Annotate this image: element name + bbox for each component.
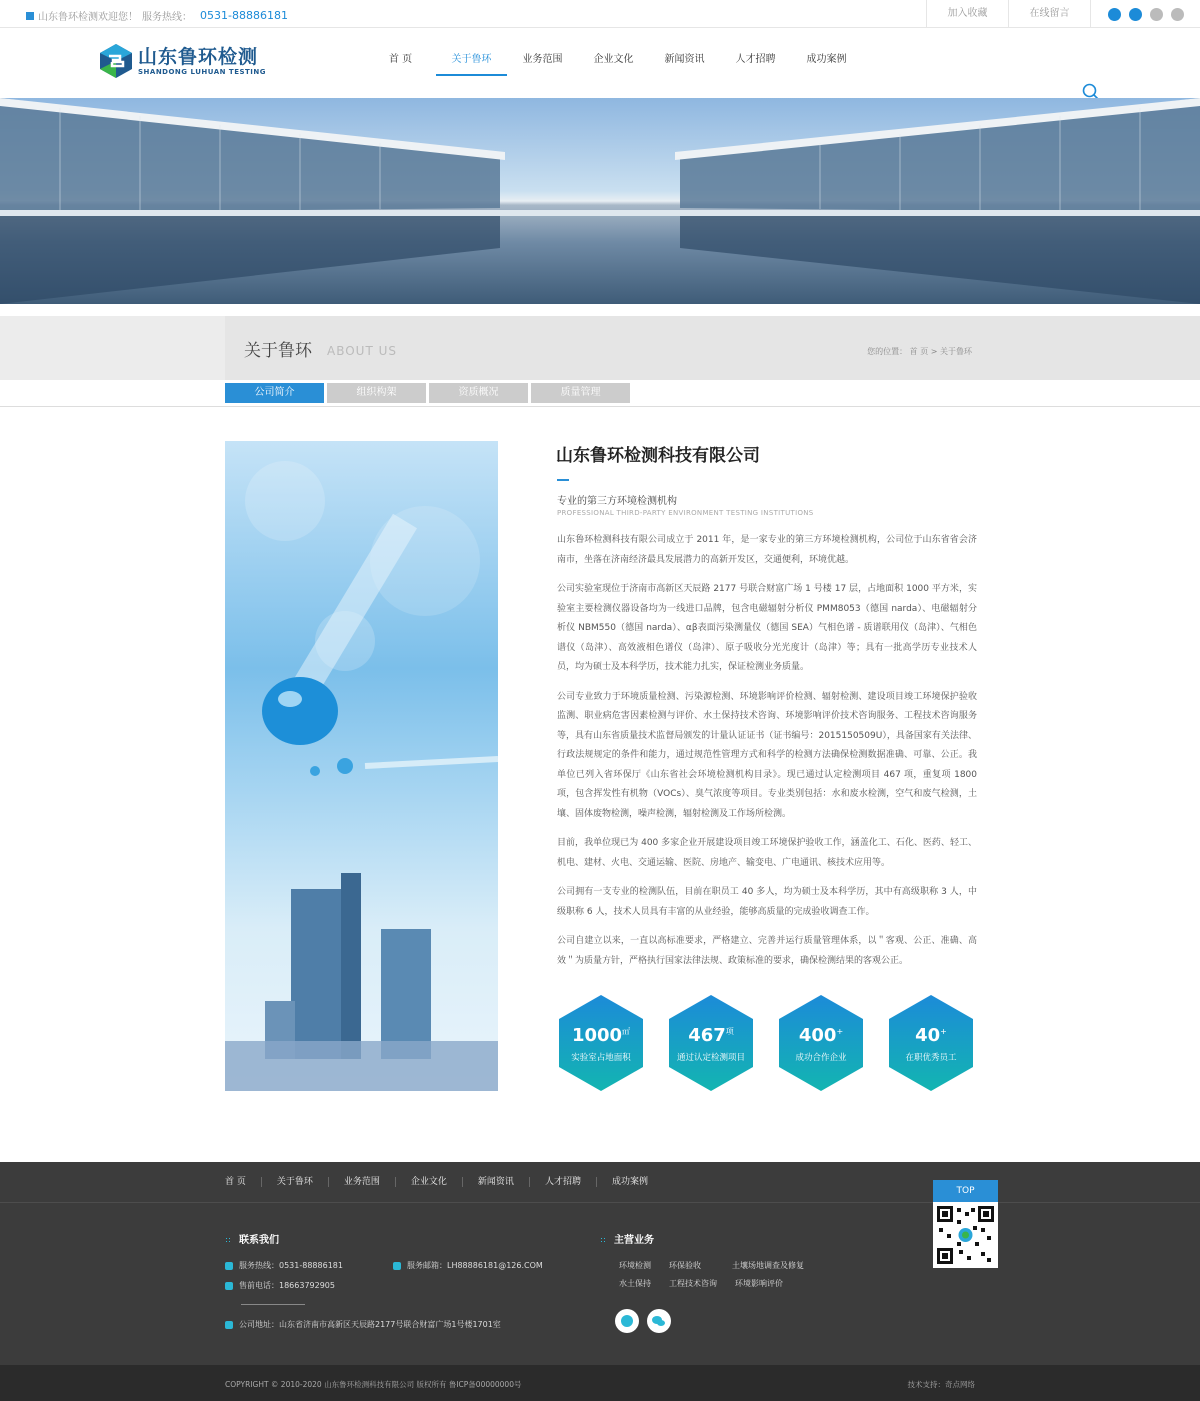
nav-business[interactable]: 业务范围 [522,54,563,65]
business-item[interactable]: 环境检测 [619,1261,651,1270]
logo-subtitle: SHANDONG LUHUAN TESTING [138,67,266,76]
qq-icon[interactable] [615,1309,639,1333]
business-item[interactable]: 环境影响评价 [735,1279,783,1288]
mobile-icon[interactable] [1171,8,1184,21]
hotline-number: 0531-88886181 [200,9,288,22]
welcome-text: 山东鲁环检测欢迎您！ [38,12,138,23]
stat-value: 1000 [571,1025,623,1046]
wechat-icon[interactable] [647,1309,671,1333]
business-heading: 主营业务 [600,1231,654,1246]
nav-culture[interactable]: 企业文化 [593,54,634,65]
main-content [0,407,1200,1161]
header [0,28,1200,98]
dots-icon [600,1237,606,1243]
stat-label: 成功合作企业 [795,1053,847,1063]
paragraph: 公司实验室现位于济南市高新区天辰路 2177 号联合财富广场 1 号楼 17 层，占地面积 1000 平方米，实验室主要检测仪器设备均为一线进口品牌，包含电磁辐射分析仪 PMM8053（德国 narda）、电磁辐射分析仪 NBM550（德国 narda）、αβ表面污染测量仪（德国 SEA）气相色谱 - 质谱联用仪（岛津）、气相色谱仪（岛津）、高效液相色谱仪（岛津）、原子吸收分光光度计（岛津）等；具有一批高学历专业技术人员，均为硕士及本科学历，技术能力扎实，保证检测业务质量。 [557,584,977,672]
tab-quality-management[interactable]: 质量管理 [531,383,630,403]
company-title: 山东鲁环检测科技有限公司 [556,446,760,466]
footer-nav-cases[interactable]: 成功案例 [596,1177,663,1187]
footer-nav-culture[interactable]: 企业文化 [395,1177,462,1187]
dots-icon [225,1237,231,1243]
nav-cases[interactable]: 成功案例 [806,54,847,65]
business-item[interactable]: 工程技术咨询 [669,1279,717,1288]
footer-presales: 售前电话：18663792905 [225,1280,335,1291]
paragraph: 公司专业致力于环境质量检测、污染源检测、环境影响评价检测、辐射检测、建设项目竣工环境保护验收监测、职业病危害因素检测与评价、水土保持技术咨询、环境影响评价技术咨询服务、工程技术咨询服务等，具有山东省质量技术监督局颁发的计量认证证书（证书编号：2015150509U），具备国家有关法律、行政法规规定的条件和能力，通过规范性管理方式和科学的检测方法确保检测数据准确、可靠、公正。我单位已列入省环保厅《山东省社会环境检测机构目录》。现已通过认定检测项目 467 项，重复项 1800 项，包含挥发性有机物（VOCs）、臭气浓度等项目。专业类别包括：水和废水检测，空气和废气检测，土壤、固体废物检测，噪声检测，辐射检测及工作场所检测。 [557,691,977,819]
weibo-icon[interactable] [1108,8,1121,21]
wechat-icon[interactable] [1150,8,1163,21]
add-favorite-link[interactable]: 加入收藏 [926,0,1008,28]
stat-unit: + [940,1027,947,1036]
paragraph: 山东鲁环检测科技有限公司成立于 2011 年，是一家专业的第三方环境检测机构，公司位于山东省省会济南市，坐落在济南经济最具发展潜力的高新开发区，交通便利，环境优越。 [557,535,977,565]
stat-value: 467 [688,1025,726,1046]
company-description [557,531,977,981]
mail-icon [393,1262,401,1270]
tab-company-profile[interactable]: 公司简介 [225,383,324,403]
footer-address: 公司地址：山东省济南市高新区天辰路2177号联合财富广场1号楼1701室 [225,1319,501,1330]
logo-mark-icon [98,43,134,79]
main-nav [365,28,862,98]
stat-lab-area [557,993,645,1093]
qr-code-image [933,1202,998,1268]
tech-support-link[interactable]: 技术支持：奇点网络 [907,1380,975,1389]
qq-icon[interactable] [1129,8,1142,21]
hero-banner [0,98,1200,304]
phone-icon [225,1282,233,1290]
page-header [0,316,1200,380]
footer-divider [0,1202,1200,1203]
stat-unit: + [836,1027,844,1036]
footer-nav-jobs[interactable]: 人才招聘 [529,1177,596,1187]
stat-label: 在职优秀员工 [905,1053,957,1063]
banner-architecture-image [0,98,1200,304]
page-title: 关于鲁环 [244,341,312,361]
stat-label: 实验室占地面积 [571,1053,631,1063]
footer-nav-about[interactable]: 关于鲁环 [261,1177,328,1187]
company-subtitle-en: PROFESSIONAL THIRD-PARTY ENVIRONMENT TESTING INSTITUTIONS [557,509,814,517]
logo-title: 山东鲁环检测 [138,45,259,68]
footer-nav-home[interactable]: 首 页 [225,1177,246,1187]
footer-short-divider [241,1304,305,1305]
stat-unit: 项 [725,1027,734,1036]
footer-hotline: 服务热线：0531-88886181 [225,1260,343,1271]
top-bar [0,0,1200,28]
hotline-label: 服务热线： [142,12,192,23]
back-to-top-button[interactable]: TOP [933,1180,998,1202]
stat-label: 通过认定检测项目 [676,1053,745,1063]
tab-organization[interactable]: 组织构架 [327,383,426,403]
page-title-en: ABOUT US [327,344,398,358]
footer-email[interactable]: 服务邮箱：LH88886181@126.COM [393,1260,543,1271]
nav-about[interactable]: 关于鲁环 [436,28,507,98]
title-underline [557,479,569,481]
stat-value: 400 [798,1025,837,1046]
stat-test-items [667,993,755,1093]
company-subtitle: 专业的第三方环境检测机构 [557,496,677,507]
breadcrumb[interactable]: 您的位置： 首 页 > 关于鲁环 [867,347,972,356]
home-icon [26,12,34,20]
online-message-link[interactable]: 在线留言 [1008,0,1090,28]
paragraph: 目前，我单位现已为 400 多家企业开展建设项目竣工环境保护验收工作，涵盖化工、石化、医药、轻工、机电、建材、火电、交通运输、医院、房地产、输变电、广电通讯、核技术应用等。 [557,838,977,868]
nav-jobs[interactable]: 人才招聘 [735,54,776,65]
stat-employees [887,993,975,1093]
nav-news[interactable]: 新闻资讯 [664,54,705,65]
footer-nav-business[interactable]: 业务范围 [328,1177,395,1187]
business-item[interactable]: 水土保持 [619,1279,651,1288]
social-icons [1090,0,1200,28]
lab-building-image [225,441,498,1091]
site-logo[interactable] [98,43,266,79]
phone-icon [225,1262,233,1270]
stat-value: 40 [915,1025,941,1046]
stat-unit: ㎡ [622,1027,631,1036]
footer [0,1162,1200,1401]
copyright-bar [0,1365,1200,1401]
footer-nav-news[interactable]: 新闻资讯 [462,1177,529,1187]
tab-qualifications[interactable]: 资质概况 [429,383,528,403]
copyright-text: COPYRIGHT © 2010-2020 山东鲁环检测科技有限公司 版权所有 鲁ICP备00000000号 [225,1380,522,1389]
paragraph: 公司拥有一支专业的检测队伍，目前在职员工 40 多人，均为硕士及本科学历，其中有高级职称 3 人，中级职称 6 人，技术人员具有丰富的从业经验，能够高质量的完成验收调查工作。 [557,887,977,917]
qr-widget [933,1180,998,1268]
stat-partners [777,993,865,1093]
paragraph: 公司自建立以来，一直以高标准要求，严格建立、完善并运行质量管理体系，以＂客观、公正、准确、高效＂为质量方针，严格执行国家法律法规、政策标准的要求，确保检测结果的客观公正。 [557,936,977,966]
footer-nav [225,1162,663,1202]
business-item[interactable]: 土壤场地调查及修复 [732,1261,804,1270]
business-item[interactable]: 环保验收 [669,1261,701,1270]
nav-home[interactable]: 首 页 [388,54,413,65]
stats-row [557,993,975,1093]
contact-heading: 联系我们 [225,1231,279,1246]
section-tabs [0,380,1200,407]
location-icon [225,1321,233,1329]
welcome-area [26,8,288,23]
